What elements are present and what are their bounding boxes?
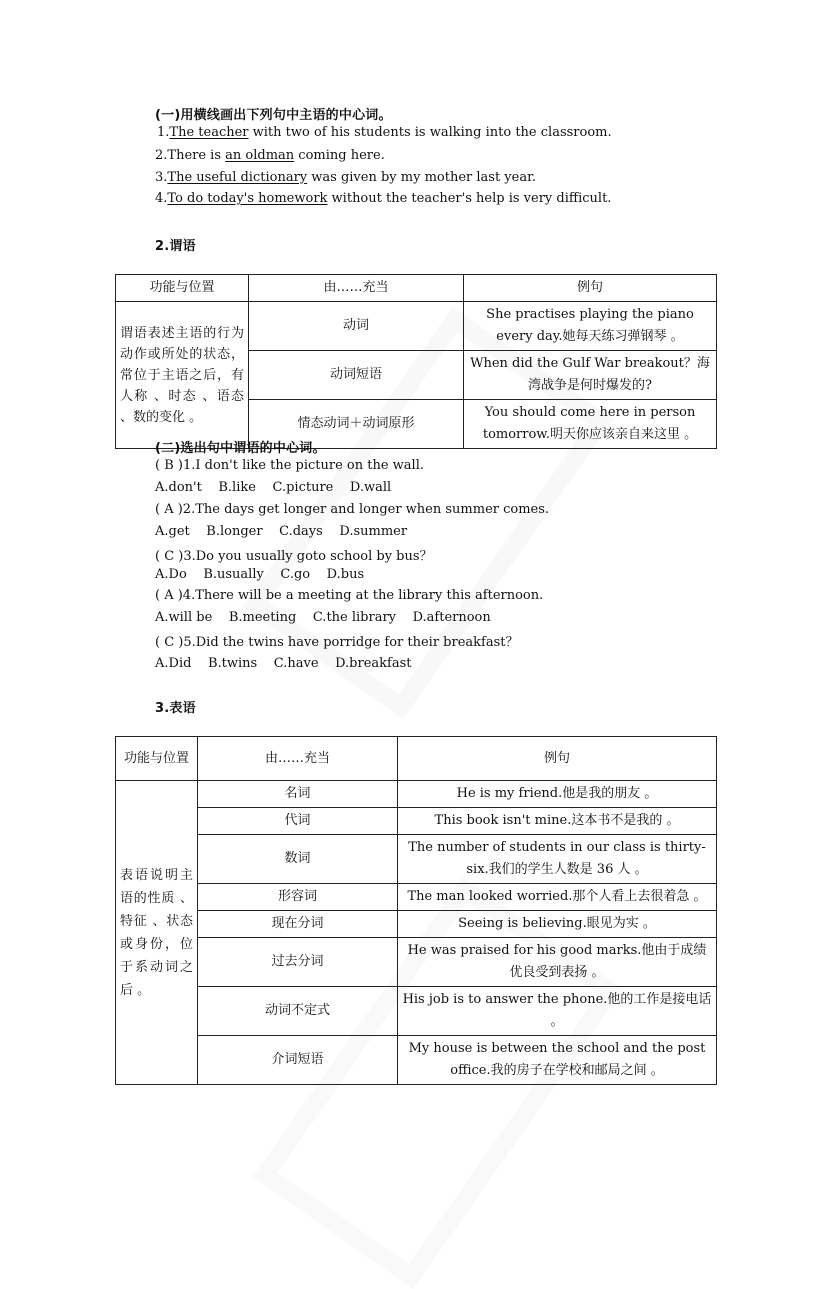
header-function: 功能与位置: [116, 275, 249, 302]
option: A.get: [155, 524, 190, 539]
predicative-table: [115, 736, 717, 1085]
underlined-subject: an oldman: [225, 148, 295, 163]
option: A.Do: [155, 567, 187, 582]
section3-title: 3.表语: [155, 701, 196, 716]
question-2: ( A )2.The days get longer and longer when summer comes.: [155, 502, 550, 517]
header-filled-by: 由……充当: [198, 737, 398, 781]
example-cell: Seeing is believing.眼见为实 。: [398, 911, 717, 938]
header-filled-by: 由……充当: [249, 275, 464, 302]
predicate-table: [115, 274, 717, 449]
header-example: 例句: [464, 275, 717, 302]
option: C.go: [280, 567, 311, 582]
example-cell: The man looked worried.那个人看上去很着急 。: [398, 884, 717, 911]
example-cell: You should come here in person tomorrow.明天你应该亲自来这里 。: [464, 400, 717, 449]
option: C.picture: [272, 480, 334, 495]
filled-by-cell: 代词: [198, 808, 398, 835]
sentence-prefix: 3.: [155, 170, 168, 185]
sentence-rest: was given by my mother last year.: [307, 170, 537, 185]
options-3: [155, 567, 364, 582]
question-1: ( B )1.I don't like the picture on the wall.: [155, 458, 425, 473]
option: B.longer: [206, 524, 263, 539]
sentence-1: [157, 125, 612, 140]
filled-by-cell: 动词: [249, 302, 464, 351]
underlined-subject: The useful dictionary: [167, 170, 308, 185]
example-cell: The number of students in our class is thirty-six.我们的学生人数是 36 人 。: [398, 835, 717, 884]
part1-title: (一)用横线画出下列句中主语的中心词。: [155, 108, 392, 123]
option: C.the library: [312, 610, 397, 625]
underlined-subject: The teacher: [169, 125, 249, 140]
filled-by-cell: 过去分词: [198, 938, 398, 987]
function-description: 谓语表述主语的行为动作或所处的状态，常位于主语之后，有人称 、时态 、语态 、数的变化 。: [116, 302, 249, 449]
sentence-rest: coming here.: [294, 148, 385, 163]
option: B.twins: [207, 656, 258, 671]
example-cell: She practises playing the piano every day.她每天练习弹钢琴 。: [464, 302, 717, 351]
sentence-prefix: 1.: [157, 125, 170, 140]
filled-by-cell: 数词: [198, 835, 398, 884]
option: B.meeting: [228, 610, 297, 625]
question-4: ( A )4.There will be a meeting at the library this afternoon.: [155, 588, 544, 603]
options-2: [155, 524, 407, 539]
section2-title: 2.谓语: [155, 239, 196, 254]
header-function: 功能与位置: [116, 737, 198, 781]
filled-by-cell: 动词短语: [249, 351, 464, 400]
option: A.will be: [155, 610, 213, 625]
sentence-prefix: 4.: [155, 191, 168, 206]
example-cell: My house is between the school and the post office.我的房子在学校和邮局之间 。: [398, 1036, 717, 1085]
part2-title: (二)选出句中谓语的中心词。: [155, 441, 326, 456]
example-cell: His job is to answer the phone.他的工作是接电话 。: [398, 987, 717, 1036]
example-cell: He is my friend.他是我的朋友 。: [398, 781, 717, 808]
sentence-4: [155, 191, 611, 206]
example-cell: He was praised for his good marks.他由于成绩优良受到表扬 。: [398, 938, 717, 987]
filled-by-cell: 形容词: [198, 884, 398, 911]
option: A.Did: [155, 656, 192, 671]
filled-by-cell: 介词短语: [198, 1036, 398, 1085]
filled-by-cell: 情态动词＋动词原形: [249, 400, 464, 449]
sentence-rest: with two of his students is walking into the classroom.: [248, 125, 612, 140]
option: D.summer: [339, 524, 408, 539]
filled-by-cell: 现在分词: [198, 911, 398, 938]
sentence-prefix: 2.There is: [155, 148, 226, 163]
example-cell: When did the Gulf War breakout？海湾战争是何时爆发的?: [464, 351, 717, 400]
question-3: ( C )3.Do you usually goto school by bus？: [155, 549, 433, 564]
option: D.wall: [349, 480, 392, 495]
sentence-3: [155, 170, 536, 185]
option: D.breakfast: [335, 656, 412, 671]
sentence-2: [155, 148, 385, 163]
underlined-subject: To do today's homework: [167, 191, 328, 206]
option: B.usually: [203, 567, 264, 582]
filled-by-cell: 名词: [198, 781, 398, 808]
option: D.afternoon: [412, 610, 491, 625]
options-1: [155, 480, 391, 495]
options-5: [155, 656, 411, 671]
option: C.have: [273, 656, 319, 671]
option: B.like: [218, 480, 256, 495]
question-5: ( C )5.Did the twins have porridge for their breakfast？: [155, 635, 519, 650]
sentence-rest: without the teacher's help is very difficult.: [327, 191, 612, 206]
option: C.days: [279, 524, 323, 539]
filled-by-cell: 动词不定式: [198, 987, 398, 1036]
option: D.bus: [326, 567, 365, 582]
options-4: [155, 610, 491, 625]
option: A.don't: [155, 480, 202, 495]
header-example: 例句: [398, 737, 717, 781]
example-cell: This book isn't mine.这本书不是我的 。: [398, 808, 717, 835]
function-description: 表语说明主语的性质 、特征 、状态或身份，位于系动词之后 。: [116, 781, 198, 1085]
